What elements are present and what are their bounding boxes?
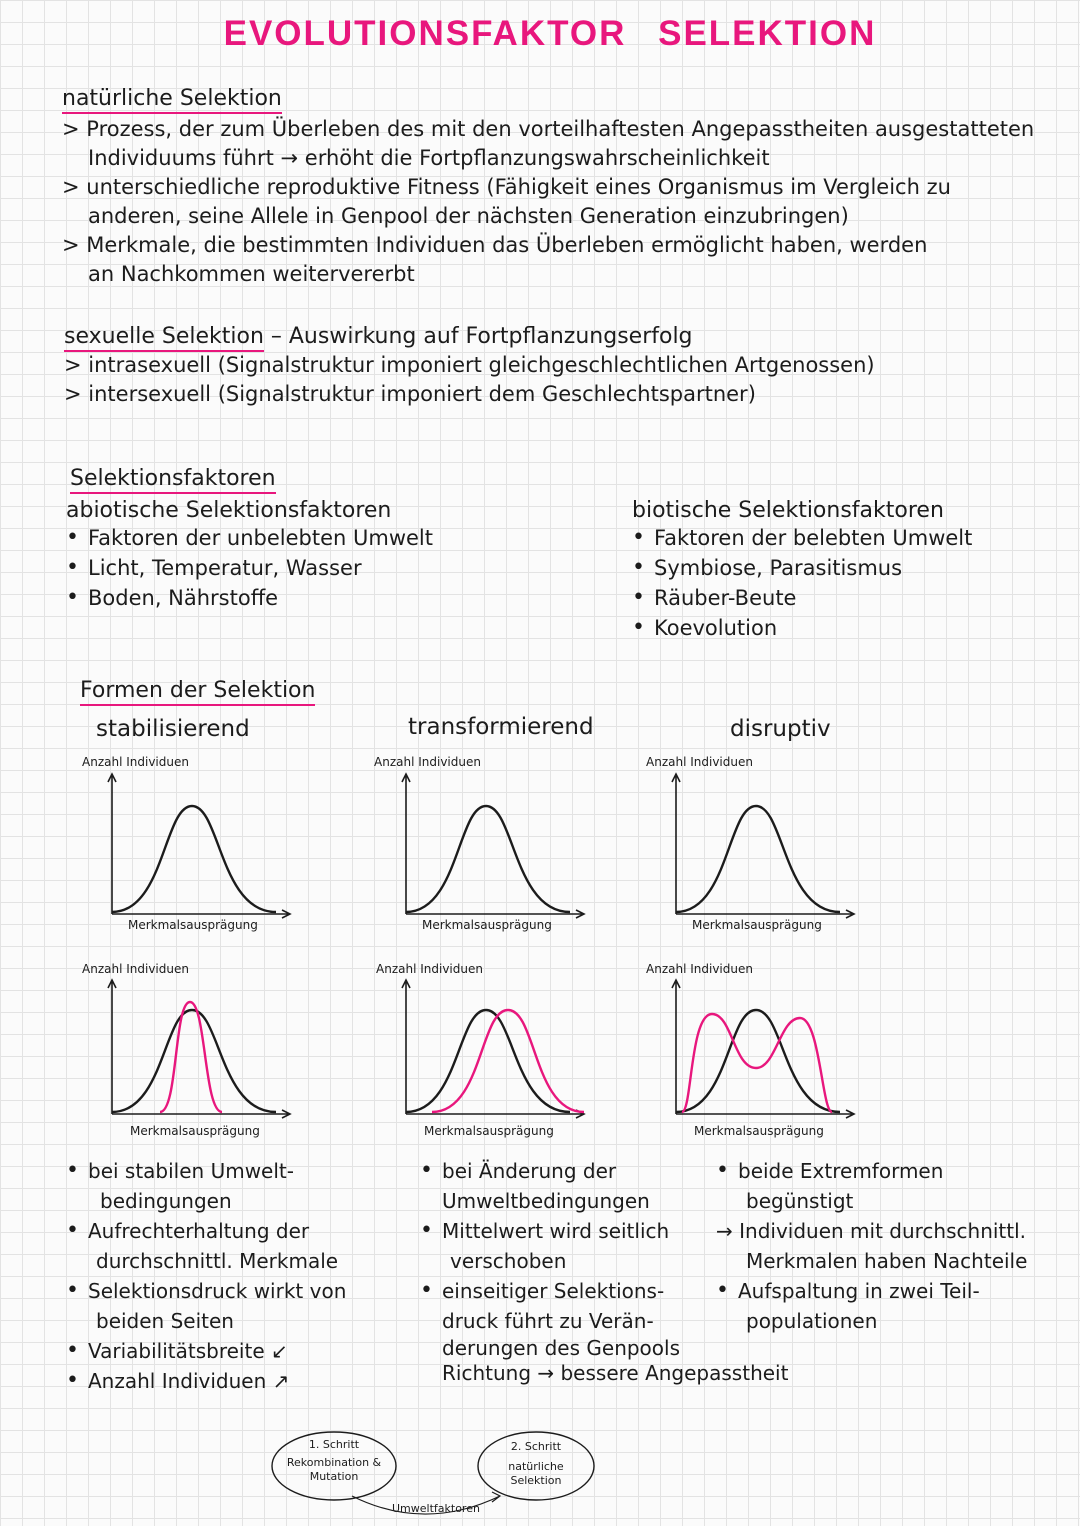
natural-selection-heading: natürliche Selektion xyxy=(62,86,282,114)
note-item: • Aufrechterhaltung der xyxy=(66,1216,346,1246)
title-part1: EVOLUTIONSFAKTOR xyxy=(223,14,627,53)
note-line: beiden Seiten xyxy=(96,1309,234,1333)
y-axis-label: Anzahl Individuen xyxy=(646,755,753,769)
step2-node xyxy=(490,1440,582,1488)
note-item: • Variabilitätsbreite ↙ xyxy=(66,1336,346,1366)
abiotic-item: • Faktoren der unbelebten Umwelt xyxy=(66,523,433,553)
y-axis-label: Anzahl Individuen xyxy=(82,962,189,976)
biotic-item: • Symbiose, Parasitismus xyxy=(632,553,972,583)
note-line: populationen xyxy=(746,1309,878,1333)
note-line: Merkmalen haben Nachteile xyxy=(746,1249,1028,1273)
y-axis-label: Anzahl Individuen xyxy=(376,962,483,976)
sexual-selection-heading-rest: – Auswirkung auf Fortpflanzungserfolg xyxy=(263,324,693,349)
x-axis-label: Merkmalsausprägung xyxy=(128,918,258,932)
natural-line: > Merkmale, die bestimmten Individuen das Überleben ermöglicht haben, werden xyxy=(62,233,928,257)
step2-title: 2. Schritt xyxy=(510,1440,562,1453)
abiotic-item: • Licht, Temperatur, Wasser xyxy=(66,553,433,583)
note-line: → Individuen mit durchschnittl. xyxy=(716,1219,1027,1243)
note-item: • bei Änderung der xyxy=(420,1156,788,1186)
step1-title: 1. Schritt xyxy=(308,1438,360,1451)
step2-body: natürliche Selektion xyxy=(508,1460,564,1487)
biotic-item: • Räuber-Beute xyxy=(632,583,972,613)
note-line: Umweltbedingungen xyxy=(442,1189,650,1213)
step1-body: Rekombination & Mutation xyxy=(286,1456,382,1483)
biotic-item: • Koevolution xyxy=(632,613,972,643)
note-line: derungen des Genpools xyxy=(442,1336,681,1360)
form-name-disruptive: disruptiv xyxy=(730,716,831,742)
note-line: durchschnittl. Merkmale xyxy=(96,1249,339,1273)
x-axis-label: Merkmalsausprägung xyxy=(130,1124,260,1138)
sexual-selection-heading: sexuelle Selektion xyxy=(64,324,264,352)
step1-node xyxy=(284,1438,384,1484)
note-line: begünstigt xyxy=(746,1189,854,1213)
y-axis-label: Anzahl Individuen xyxy=(646,962,753,976)
note-item: • bei stabilen Umwelt- xyxy=(66,1156,346,1186)
note-item: • einseitiger Selektions- xyxy=(420,1276,788,1306)
x-axis-label: Merkmalsausprägung xyxy=(694,1124,824,1138)
x-axis-label: Merkmalsausprägung xyxy=(422,918,552,932)
sexual-line: > intersexuell (Signalstruktur imponiert dem Geschlechtspartner) xyxy=(64,382,756,406)
note-item: • Mittelwert wird seitlich xyxy=(420,1216,788,1246)
natural-line: anderen, seine Allele in Genpool der nächsten Generation einzubringen) xyxy=(88,204,849,228)
note-item: • Aufspaltung in zwei Teil- xyxy=(716,1276,1027,1306)
abiotic-item: • Boden, Nährstoffe xyxy=(66,583,433,613)
title-part2: SELEKTION xyxy=(658,14,877,53)
natural-line: Individuums führt → erhöht die Fortpflanzungswahrscheinlichkeit xyxy=(88,146,770,170)
natural-line: > Prozess, der zum Überleben des mit den vorteilhaftesten Angepasstheiten ausgestatteten xyxy=(62,117,1035,141)
abiotic-heading: abiotische Selektionsfaktoren xyxy=(66,498,392,523)
biotic-heading: biotische Selektionsfaktoren xyxy=(632,498,944,523)
note-line: druck führt zu Verän- xyxy=(442,1309,654,1333)
natural-line: an Nachkommen weitervererbt xyxy=(88,262,415,286)
note-item: • Anzahl Individuen ↗ xyxy=(66,1366,346,1396)
x-axis-label: Merkmalsausprägung xyxy=(424,1124,554,1138)
biotic-item: • Faktoren der belebten Umwelt xyxy=(632,523,972,553)
note-item: • Selektionsdruck wirkt von xyxy=(66,1276,346,1306)
note-line: Richtung → bessere Angepasstheit xyxy=(442,1361,789,1385)
x-axis-label: Merkmalsausprägung xyxy=(692,918,822,932)
note-line: bedingungen xyxy=(100,1189,232,1213)
form-name-transforming: transformierend xyxy=(408,714,594,740)
y-axis-label: Anzahl Individuen xyxy=(374,755,481,769)
note-line: verschoben xyxy=(450,1249,567,1273)
cycle-link-label: Umweltfaktoren xyxy=(392,1502,480,1515)
form-name-stabilizing: stabilisierend xyxy=(96,716,250,742)
y-axis-label: Anzahl Individuen xyxy=(82,755,189,769)
sexual-line: > intrasexuell (Signalstruktur imponiert gleichgeschlechtlichen Artgenossen) xyxy=(64,353,875,377)
natural-line: > unterschiedliche reproduktive Fitness (Fähigkeit eines Organismus im Vergleich zu xyxy=(62,175,951,199)
note-item: • beide Extremformen xyxy=(716,1156,1027,1186)
factors-heading: Selektionsfaktoren xyxy=(70,466,276,494)
forms-heading: Formen der Selektion xyxy=(80,678,315,706)
